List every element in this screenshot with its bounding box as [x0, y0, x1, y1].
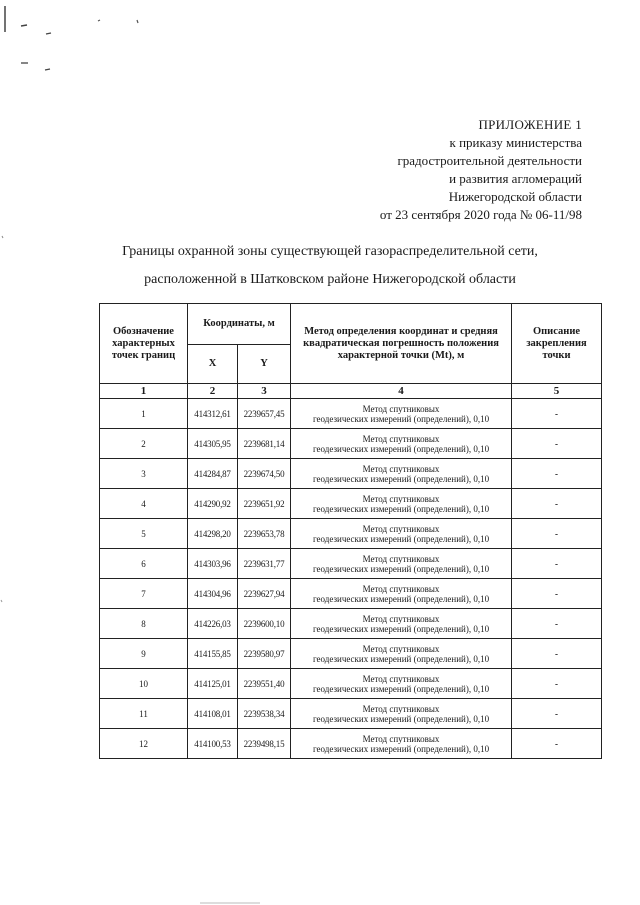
table-row — [100, 549, 602, 579]
fixing-description: - — [512, 639, 602, 669]
method-line-2: геодезических измерений (определений), 0,10 — [312, 563, 490, 574]
header-coordinates: Координаты, м — [188, 304, 291, 345]
fixing-description: - — [512, 549, 602, 579]
column-number: 2 — [188, 384, 238, 399]
method-line-2: геодезических измерений (определений), 0,10 — [312, 683, 490, 694]
coord-x: 414298,20 — [188, 519, 238, 549]
point-number: 9 — [100, 639, 188, 669]
method-line-1: Метод спутниковых — [362, 403, 440, 414]
header-designation: Обозначение характерных точек границ — [100, 304, 188, 384]
coord-x: 414312,61 — [188, 399, 238, 429]
coord-y: 2239681,14 — [238, 429, 291, 459]
method-line-2: геодезических измерений (определений), 0,10 — [312, 653, 490, 664]
method-line-1: Метод спутниковых — [362, 553, 440, 564]
method-line-1: Метод спутниковых — [362, 673, 440, 684]
method-line-1: Метод спутниковых — [362, 703, 440, 714]
method-cell — [291, 639, 512, 669]
method-line-1: Метод спутниковых — [362, 643, 440, 654]
method-line-1: Метод спутниковых — [362, 523, 440, 534]
coord-y: 2239653,78 — [238, 519, 291, 549]
fixing-description: - — [512, 579, 602, 609]
coord-x: 414304,96 — [188, 579, 238, 609]
point-number: 5 — [100, 519, 188, 549]
method-cell — [291, 519, 512, 549]
table-row — [100, 609, 602, 639]
method-cell — [291, 429, 512, 459]
coord-x: 414100,53 — [188, 729, 238, 759]
header-description: Описание закрепления точки — [512, 304, 602, 384]
method-cell — [291, 699, 512, 729]
point-number: 2 — [100, 429, 188, 459]
method-cell — [291, 609, 512, 639]
appendix-line-3: и развития агломераций — [449, 171, 582, 186]
column-number-row — [100, 384, 602, 399]
method-line-1: Метод спутниковых — [362, 733, 440, 744]
point-number: 7 — [100, 579, 188, 609]
fixing-description: - — [512, 609, 602, 639]
coord-y: 2239657,45 — [238, 399, 291, 429]
column-number: 4 — [291, 384, 512, 399]
table-row — [100, 489, 602, 519]
appendix-date-number: от 23 сентября 2020 года № 06-11/98 — [379, 207, 582, 222]
table-row — [100, 429, 602, 459]
method-line-1: Метод спутниковых — [362, 493, 440, 504]
fixing-description: - — [512, 399, 602, 429]
point-number: 6 — [100, 549, 188, 579]
coord-y: 2239580,97 — [238, 639, 291, 669]
table-row — [100, 639, 602, 669]
coord-x: 414226,03 — [188, 609, 238, 639]
method-cell — [291, 579, 512, 609]
coord-x: 414125,01 — [188, 669, 238, 699]
method-line-2: геодезических измерений (определений), 0,10 — [312, 413, 490, 424]
column-number: 1 — [100, 384, 188, 399]
point-number: 1 — [100, 399, 188, 429]
method-line-1: Метод спутниковых — [362, 463, 440, 474]
document-title-line-1: Границы охранной зоны существующей газораспределительной сети, — [122, 244, 538, 259]
method-cell — [291, 459, 512, 489]
coord-y: 2239600,10 — [238, 609, 291, 639]
method-cell — [291, 489, 512, 519]
fixing-description: - — [512, 729, 602, 759]
point-number: 12 — [100, 729, 188, 759]
method-cell — [291, 549, 512, 579]
boundary-points-table — [99, 303, 602, 759]
header-method: Метод определения координат и средняя квадратическая погрешность положения характерной точки (Mt), м — [291, 304, 512, 384]
fixing-description: - — [512, 669, 602, 699]
fixing-description: - — [512, 699, 602, 729]
method-cell — [291, 399, 512, 429]
method-line-2: геодезических измерений (определений), 0,10 — [312, 623, 490, 634]
table-row — [100, 459, 602, 489]
fixing-description: - — [512, 489, 602, 519]
coord-y: 2239498,15 — [238, 729, 291, 759]
method-line-1: Метод спутниковых — [362, 583, 440, 594]
coord-x: 414108,01 — [188, 699, 238, 729]
method-line-2: геодезических измерений (определений), 0,10 — [312, 473, 490, 484]
method-line-2: геодезических измерений (определений), 0,10 — [312, 443, 490, 454]
method-cell — [291, 729, 512, 759]
coord-y: 2239627,94 — [238, 579, 291, 609]
point-number: 11 — [100, 699, 188, 729]
fixing-description: - — [512, 519, 602, 549]
appendix-heading: ПРИЛОЖЕНИЕ 1 — [478, 117, 582, 132]
coord-x: 414290,92 — [188, 489, 238, 519]
coord-y: 2239631,77 — [238, 549, 291, 579]
method-line-2: геодезических измерений (определений), 0,10 — [312, 503, 490, 514]
coord-y: 2239651,92 — [238, 489, 291, 519]
point-number: 3 — [100, 459, 188, 489]
header-x: X — [188, 345, 238, 384]
appendix-line-4: Нижегородской области — [448, 189, 582, 204]
coord-y: 2239538,34 — [238, 699, 291, 729]
fixing-description: - — [512, 459, 602, 489]
coord-x: 414303,96 — [188, 549, 238, 579]
coord-x: 414305,95 — [188, 429, 238, 459]
method-cell — [291, 669, 512, 699]
document-title-line-2: расположенной в Шатковском районе Нижегородской области — [144, 272, 516, 287]
method-line-2: геодезических измерений (определений), 0,10 — [312, 713, 490, 724]
method-line-2: геодезических измерений (определений), 0,10 — [312, 743, 490, 754]
header-y: Y — [238, 345, 291, 384]
point-number: 4 — [100, 489, 188, 519]
method-line-1: Метод спутниковых — [362, 433, 440, 444]
appendix-block — [380, 116, 582, 224]
method-line-2: геодезических измерений (определений), 0,10 — [312, 593, 490, 604]
table-row — [100, 579, 602, 609]
table-row — [100, 699, 602, 729]
column-number: 5 — [512, 384, 602, 399]
coord-x: 414155,85 — [188, 639, 238, 669]
appendix-line-2: градостроительной деятельности — [397, 153, 582, 168]
table-row — [100, 399, 602, 429]
method-line-1: Метод спутниковых — [362, 613, 440, 624]
table-row — [100, 519, 602, 549]
column-number: 3 — [238, 384, 291, 399]
method-line-2: геодезических измерений (определений), 0,10 — [312, 533, 490, 544]
point-number: 10 — [100, 669, 188, 699]
coord-x: 414284,87 — [188, 459, 238, 489]
table-row — [100, 729, 602, 759]
fixing-description: - — [512, 429, 602, 459]
coord-y: 2239551,40 — [238, 669, 291, 699]
point-number: 8 — [100, 609, 188, 639]
appendix-line-1: к приказу министерства — [449, 135, 582, 150]
table-row — [100, 669, 602, 699]
coord-y: 2239674,50 — [238, 459, 291, 489]
